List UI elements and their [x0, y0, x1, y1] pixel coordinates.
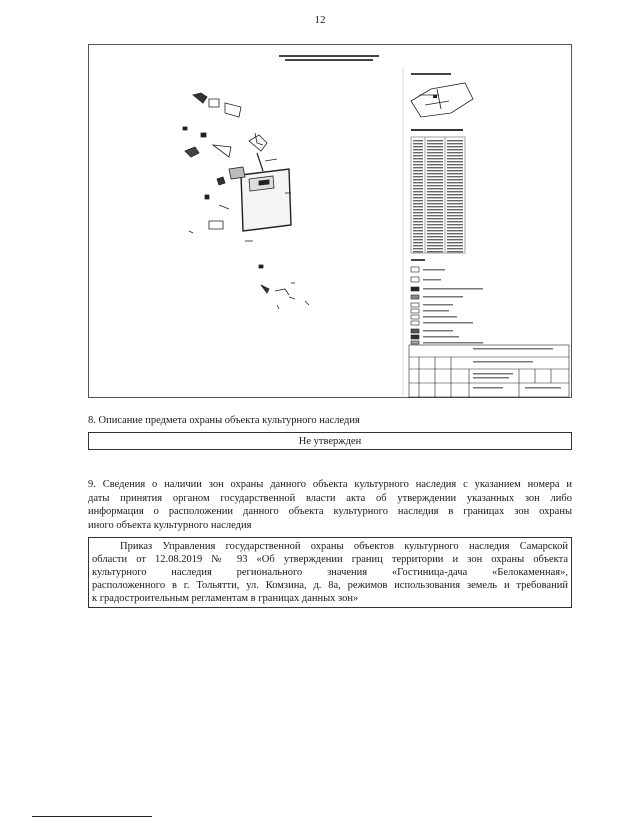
- coordinates-table-cell: [447, 149, 463, 150]
- coordinates-table-rows: [413, 140, 463, 252]
- coordinates-table-cell: [447, 248, 463, 249]
- coordinates-table-cell: [413, 143, 423, 144]
- coordinates-table-cell: [413, 224, 423, 225]
- coordinates-table-cell: [413, 206, 423, 207]
- coordinates-table-cell: [413, 197, 423, 198]
- coordinates-table-cell: [447, 200, 463, 201]
- section-9-value-line: культурного наследия регионального значения «Гостиница-дача «Белокаменная»,: [92, 567, 568, 578]
- coordinates-table-cell: [413, 167, 423, 168]
- coordinates-table-cell: [413, 203, 423, 204]
- coordinates-table-cell: [427, 248, 443, 249]
- coordinates-table-cell: [447, 140, 463, 141]
- coordinates-table-cell: [447, 161, 463, 162]
- map-features: [183, 93, 309, 309]
- coordinates-table-cell: [413, 218, 423, 219]
- coordinates-table-cell: [447, 155, 463, 156]
- coordinates-table-cell: [413, 185, 423, 186]
- coordinates-table-cell: [413, 176, 423, 177]
- coordinates-table-cell: [427, 221, 443, 222]
- coordinates-table-cell: [427, 242, 443, 243]
- section-9-value-line: к градостроительным регламентам в границах данных зон»: [92, 593, 359, 604]
- coordinates-table-cell: [447, 164, 463, 165]
- coordinates-table-cell: [427, 197, 443, 198]
- site-plan-drawing: [89, 45, 573, 399]
- coordinates-table-cell: [413, 239, 423, 240]
- coordinates-table-cell: [427, 152, 443, 153]
- coordinates-table-cell: [447, 251, 463, 252]
- coordinates-table-cell: [413, 248, 423, 249]
- coordinates-table-cell: [447, 188, 463, 189]
- coordinates-table-cell: [427, 203, 443, 204]
- coordinates-table-cell: [413, 140, 423, 141]
- coordinates-table-cell: [427, 185, 443, 186]
- coordinates-table-cell: [447, 230, 463, 231]
- coordinates-table-cell: [413, 164, 423, 165]
- coordinates-table-cell: [447, 245, 463, 246]
- coordinates-table-cell: [413, 200, 423, 201]
- coordinates-table-cell: [427, 191, 443, 192]
- section-9-heading: [88, 478, 572, 532]
- coordinates-table-cell: [427, 155, 443, 156]
- coordinates-table-cell: [413, 149, 423, 150]
- coordinates-table-cell: [427, 194, 443, 195]
- coordinates-table-cell: [427, 224, 443, 225]
- coordinates-table-cell: [413, 251, 423, 252]
- coordinates-table-cell: [413, 188, 423, 189]
- section-8-heading: 8. Описание предмета охраны объекта культурного наследия: [88, 415, 360, 426]
- coordinates-table-cell: [447, 206, 463, 207]
- section-9-value-line: расположенного в г. Тольятти, ул. Комзина, д. 8а, режимов использования земель и требований: [92, 580, 568, 591]
- coordinates-table-cell: [427, 173, 443, 174]
- coordinates-table-cell: [413, 212, 423, 213]
- coordinates-table-cell: [447, 167, 463, 168]
- coordinates-table-cell: [427, 245, 443, 246]
- coordinates-table-cell: [413, 194, 423, 195]
- coordinates-table-cell: [427, 236, 443, 237]
- coordinates-table-cell: [427, 218, 443, 219]
- coordinates-table-cell: [427, 161, 443, 162]
- coordinates-table-cell: [427, 188, 443, 189]
- section-8-value: Не утвержден: [298, 436, 362, 447]
- coordinates-table-cell: [413, 215, 423, 216]
- coordinates-table-cell: [447, 197, 463, 198]
- coordinates-table-cell: [447, 173, 463, 174]
- coordinates-table-cell: [447, 158, 463, 159]
- coordinates-table-cell: [413, 242, 423, 243]
- coordinates-table-cell: [427, 206, 443, 207]
- coordinates-table-cell: [427, 227, 443, 228]
- coordinates-table-cell: [413, 155, 423, 156]
- coordinates-table-cell: [447, 227, 463, 228]
- coordinates-table-cell: [427, 182, 443, 183]
- coordinates-table-cell: [447, 191, 463, 192]
- coordinates-table-cell: [427, 158, 443, 159]
- coordinates-table-cell: [447, 212, 463, 213]
- coordinates-table-cell: [447, 224, 463, 225]
- coordinates-table-cell: [427, 200, 443, 201]
- coordinates-table-cell: [447, 218, 463, 219]
- coordinates-table-cell: [447, 146, 463, 147]
- coordinates-table-cell: [413, 236, 423, 237]
- coordinates-table-cell: [447, 182, 463, 183]
- coordinates-table-cell: [427, 251, 443, 252]
- coordinates-table-cell: [427, 149, 443, 150]
- page-number: 12: [314, 14, 326, 26]
- coordinates-table-cell: [427, 230, 443, 231]
- section-8-value-box: [88, 432, 572, 450]
- section-9-value-line: области от 12.08.2019 № 93 «Об утверждении границ территории и зон охраны объекта: [92, 554, 568, 565]
- coordinates-table-cell: [447, 242, 463, 243]
- coordinates-table-cell: [427, 239, 443, 240]
- coordinates-table-cell: [427, 143, 443, 144]
- coordinates-table-cell: [447, 179, 463, 180]
- section-9-heading-line: информация о расположении данного объекта культурного наследия в границах зон охраны: [88, 506, 572, 517]
- title-block-stamp: [409, 345, 569, 397]
- coordinates-table-cell: [413, 245, 423, 246]
- location-inset: [411, 73, 473, 117]
- coordinates-table-cell: [427, 164, 443, 165]
- section-9-heading-line: 9. Сведения о наличии зон охраны данного объекта культурного наследия с указанием номера и: [88, 479, 572, 490]
- coordinates-table-cell: [413, 209, 423, 210]
- coordinates-table-cell: [427, 179, 443, 180]
- coordinates-table-cell: [447, 221, 463, 222]
- coordinates-table-cell: [413, 221, 423, 222]
- coordinates-table-cell: [413, 173, 423, 174]
- coordinates-table-cell: [447, 209, 463, 210]
- coordinates-table-cell: [413, 179, 423, 180]
- coordinates-table-cell: [413, 191, 423, 192]
- section-9-heading-line: даты принятия органом государственной власти акта об утверждении указанных зон либо: [88, 492, 572, 504]
- coordinates-table-cell: [413, 146, 423, 147]
- coordinates-table-cell: [413, 170, 423, 171]
- coordinates-table-cell: [447, 203, 463, 204]
- coordinates-table-cell: [427, 146, 443, 147]
- coordinates-table-cell: [447, 236, 463, 237]
- coordinates-table-cell: [447, 233, 463, 234]
- map-header-text: [279, 55, 379, 61]
- map-legend: [411, 259, 483, 344]
- coordinates-table-cell: [447, 143, 463, 144]
- coordinates-table-cell: [427, 167, 443, 168]
- coordinates-table-cell: [427, 209, 443, 210]
- coordinates-table-cell: [413, 152, 423, 153]
- coordinates-table-cell: [447, 170, 463, 171]
- coordinates-table-cell: [427, 215, 443, 216]
- coordinates-table-cell: [427, 212, 443, 213]
- coordinates-table-cell: [447, 152, 463, 153]
- coordinates-table-cell: [447, 239, 463, 240]
- site-plan-map: [88, 44, 572, 398]
- section-9-heading-line: иного объекта культурного наследия: [88, 519, 252, 531]
- coordinates-table-cell: [447, 215, 463, 216]
- coordinates-table-cell: [413, 230, 423, 231]
- coordinates-table-cell: [427, 170, 443, 171]
- coordinates-table-cell: [427, 233, 443, 234]
- coordinates-table-cell: [447, 176, 463, 177]
- coordinates-table-cell: [413, 227, 423, 228]
- coordinates-table-cell: [413, 182, 423, 183]
- coordinates-table-cell: [413, 161, 423, 162]
- section-9-value-box: [88, 537, 572, 608]
- section-9-value-line: Приказ Управления государственной охраны объектов культурного наследия Самарской: [120, 541, 568, 552]
- coordinates-table-cell: [447, 185, 463, 186]
- footnote-rule: [32, 816, 152, 817]
- coordinates-table-cell: [413, 233, 423, 234]
- coordinates-table-cell: [427, 140, 443, 141]
- coordinates-table-cell: [413, 158, 423, 159]
- coordinates-table-cell: [447, 194, 463, 195]
- coordinates-table-cell: [427, 176, 443, 177]
